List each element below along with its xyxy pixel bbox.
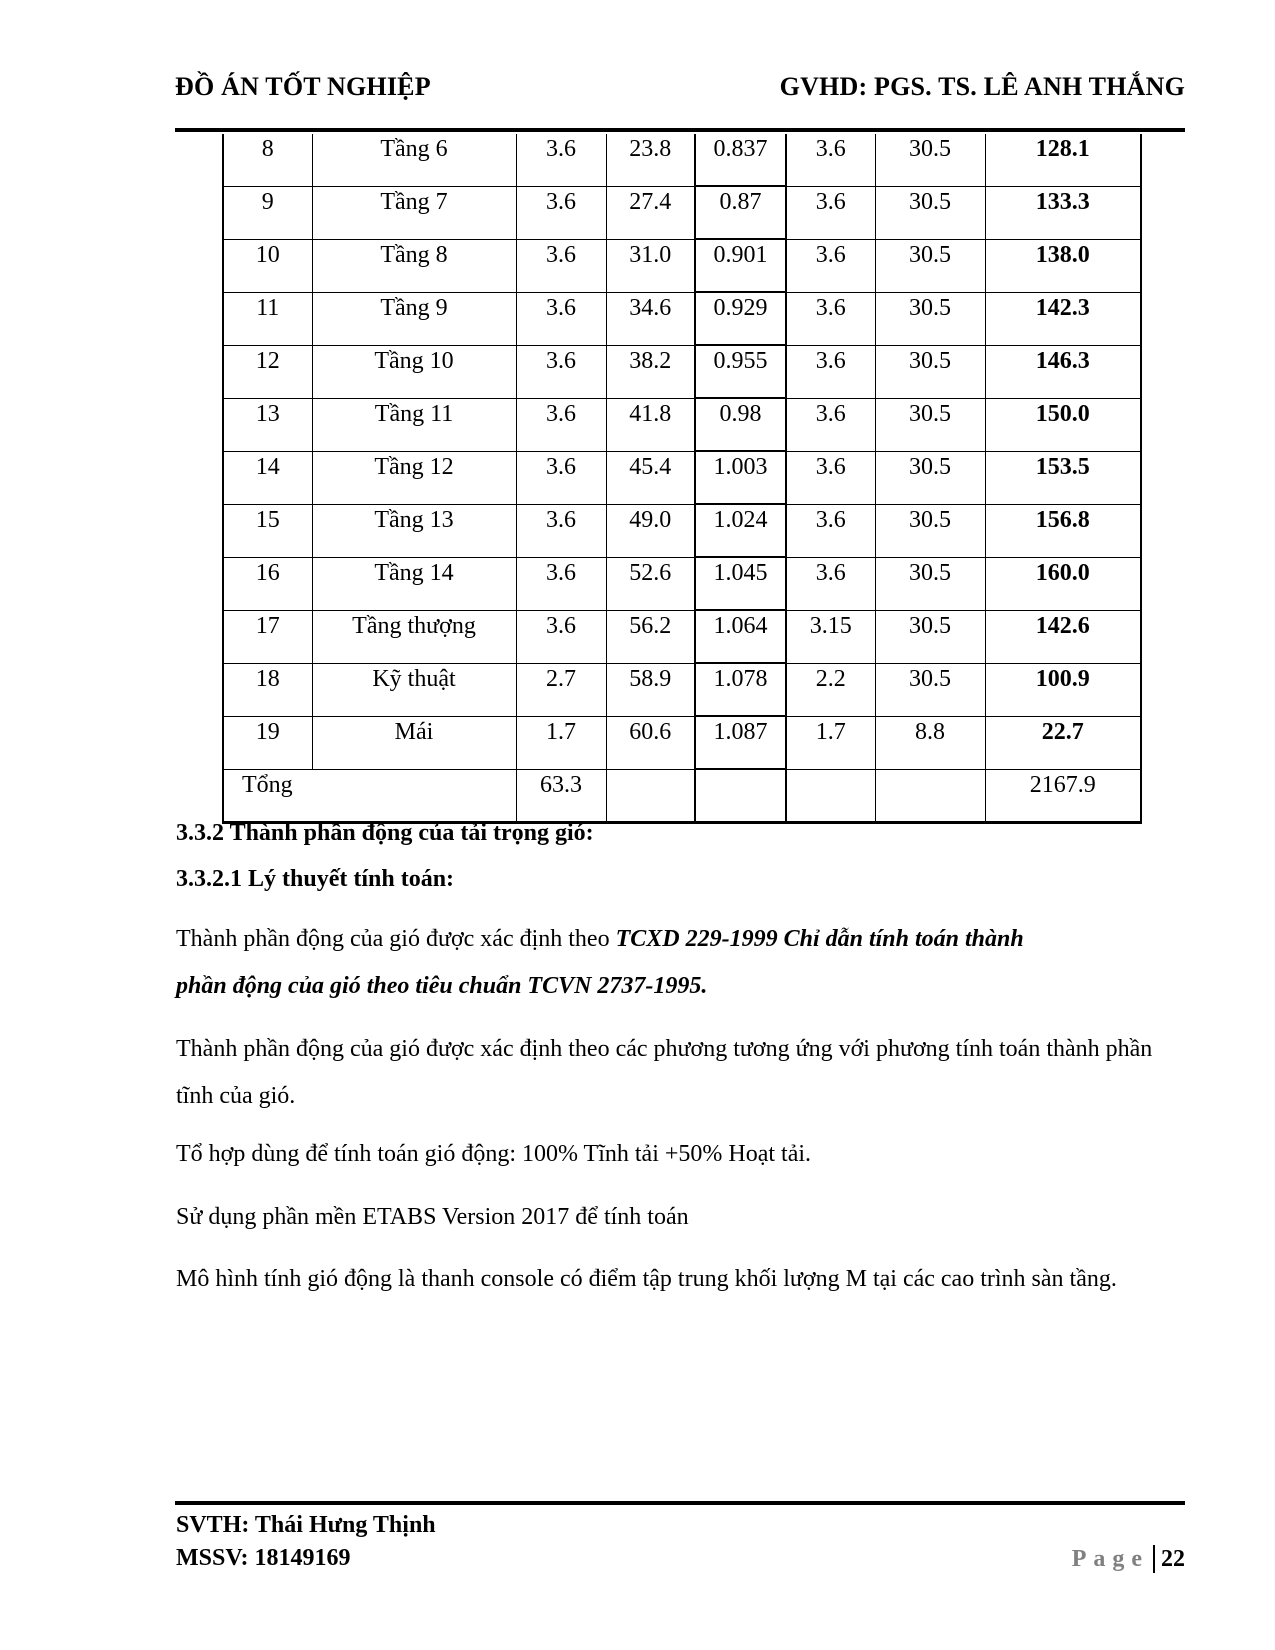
cell-k-coefficient: 0.98 [695,398,786,451]
wind-load-table [222,134,1142,824]
table-total-row [223,769,1141,823]
table-row [223,292,1141,345]
cell-wind-load: 133.3 [985,186,1141,239]
cell-k-coefficient: 0.837 [695,134,786,186]
cell-wind-load: 142.6 [985,610,1141,663]
cell-elevation: 38.2 [606,345,695,398]
cell-wind-load: 142.3 [985,292,1141,345]
page-number [1072,1545,1185,1573]
cell-tributary-height: 1.7 [786,716,875,769]
cell-elevation: 60.6 [606,716,695,769]
section-heading: 3.3.2 Thành phần động của tải trọng gió: [176,820,594,846]
page-label: Page [1071,1545,1149,1572]
table-row [223,610,1141,663]
cell-k-coefficient: 0.901 [695,239,786,292]
table-row [223,134,1141,186]
cell-tributary-height: 2.2 [786,663,875,716]
cell-height: 3.6 [516,504,606,557]
paragraph-model: Mô hình tính gió động là thanh console có điểm tập trung khối lượng M tại các cao trình sàn tầng. [176,1266,1117,1292]
table-row [223,345,1141,398]
cell-width: 30.5 [875,663,985,716]
cell-k-coefficient: 1.003 [695,451,786,504]
cell-tributary-height: 3.6 [786,345,875,398]
cell-index: 13 [223,398,312,451]
table-row [223,663,1141,716]
cell-wind-load: 138.0 [985,239,1141,292]
cell-width: 30.5 [875,239,985,292]
cell-floor: Kỹ thuật [312,663,516,716]
cell-tributary-height: 3.6 [786,239,875,292]
cell-height: 3.6 [516,239,606,292]
cell-tributary-height: 3.6 [786,451,875,504]
cell-width: 8.8 [875,716,985,769]
paragraph-standard [176,916,1186,1010]
cell-index: 17 [223,610,312,663]
table-row [223,186,1141,239]
cell-floor: Tầng thượng [312,610,516,663]
total-empty [875,769,985,823]
cell-elevation: 45.4 [606,451,695,504]
cell-floor: Tầng 13 [312,504,516,557]
cell-wind-load: 100.9 [985,663,1141,716]
cell-width: 30.5 [875,398,985,451]
cell-floor: Tầng 9 [312,292,516,345]
cell-height: 3.6 [516,610,606,663]
cell-index: 9 [223,186,312,239]
cell-height: 3.6 [516,134,606,186]
table-row [223,239,1141,292]
cell-tributary-height: 3.6 [786,292,875,345]
cell-wind-load: 153.5 [985,451,1141,504]
cell-wind-load: 22.7 [985,716,1141,769]
cell-k-coefficient: 1.045 [695,557,786,610]
cell-elevation: 27.4 [606,186,695,239]
header-divider [175,128,1185,132]
cell-tributary-height: 3.6 [786,134,875,186]
cell-index: 8 [223,134,312,186]
total-label: Tổng [223,769,516,823]
cell-elevation: 58.9 [606,663,695,716]
cell-wind-load: 128.1 [985,134,1141,186]
cell-k-coefficient: 0.929 [695,292,786,345]
cell-index: 18 [223,663,312,716]
cell-floor: Tầng 7 [312,186,516,239]
cell-elevation: 49.0 [606,504,695,557]
cell-wind-load: 156.8 [985,504,1141,557]
cell-width: 30.5 [875,557,985,610]
cell-elevation: 31.0 [606,239,695,292]
cell-wind-load: 150.0 [985,398,1141,451]
cell-k-coefficient: 1.064 [695,610,786,663]
cell-height: 3.6 [516,345,606,398]
cell-elevation: 23.8 [606,134,695,186]
cell-tributary-height: 3.6 [786,186,875,239]
cell-index: 19 [223,716,312,769]
page-number-value: 22 [1161,1545,1185,1572]
cell-k-coefficient: 0.87 [695,186,786,239]
cell-tributary-height: 3.6 [786,504,875,557]
cell-floor: Tầng 14 [312,557,516,610]
cell-height: 2.7 [516,663,606,716]
cell-height: 3.6 [516,557,606,610]
cell-elevation: 52.6 [606,557,695,610]
footer-student: SVTH: Thái Hưng Thịnh [176,1512,436,1538]
cell-k-coefficient: 1.087 [695,716,786,769]
cell-index: 14 [223,451,312,504]
cell-k-coefficient: 1.024 [695,504,786,557]
cell-floor: Tầng 12 [312,451,516,504]
cell-elevation: 34.6 [606,292,695,345]
table-row [223,451,1141,504]
cell-floor: Tầng 10 [312,345,516,398]
cell-wind-load: 160.0 [985,557,1141,610]
cell-width: 30.5 [875,292,985,345]
cell-width: 30.5 [875,610,985,663]
cell-height: 3.6 [516,186,606,239]
header-title: ĐỒ ÁN TỐT NGHIỆP [175,72,431,101]
cell-tributary-height: 3.15 [786,610,875,663]
cell-floor: Tầng 6 [312,134,516,186]
cell-height: 3.6 [516,398,606,451]
paragraph-standard-prefix: Thành phần động của gió được xác định theo [176,926,616,952]
cell-floor: Tầng 11 [312,398,516,451]
footer-divider [175,1501,1185,1505]
total-empty [695,769,786,823]
table-row [223,504,1141,557]
cell-wind-load: 146.3 [985,345,1141,398]
cell-k-coefficient: 0.955 [695,345,786,398]
cell-width: 30.5 [875,345,985,398]
cell-height: 3.6 [516,292,606,345]
footer-student-id: MSSV: 18149169 [176,1545,351,1571]
total-wind-load: 2167.9 [985,769,1141,823]
standard-reference-line2: phần động của gió theo tiêu chuẩn TCVN 2737-1995. [176,973,708,999]
cell-height: 1.7 [516,716,606,769]
standard-reference-line1: TCXD 229-1999 Chỉ dẫn tính toán thành [615,926,1024,952]
paragraph-direction: Thành phần động của gió được xác định theo các phương tương ứng với phương tính toán thành phần tĩnh của gió. [176,1036,1153,1109]
cell-width: 30.5 [875,451,985,504]
cell-tributary-height: 3.6 [786,398,875,451]
page-separator [1153,1545,1155,1573]
header-supervisor: GVHD: PGS. TS. LÊ ANH THẮNG [779,72,1185,101]
table-row [223,716,1141,769]
total-height: 63.3 [516,769,606,823]
cell-height: 3.6 [516,451,606,504]
cell-elevation: 41.8 [606,398,695,451]
paragraph-combination: Tổ hợp dùng để tính toán gió động: 100% Tĩnh tải +50% Hoạt tải. [176,1141,812,1167]
cell-index: 10 [223,239,312,292]
cell-index: 16 [223,557,312,610]
total-empty [786,769,875,823]
cell-index: 15 [223,504,312,557]
cell-k-coefficient: 1.078 [695,663,786,716]
table-row [223,398,1141,451]
cell-floor: Tầng 8 [312,239,516,292]
cell-width: 30.5 [875,134,985,186]
total-empty [606,769,695,823]
cell-width: 30.5 [875,504,985,557]
cell-index: 11 [223,292,312,345]
cell-index: 12 [223,345,312,398]
paragraph-software: Sử dụng phần mền ETABS Version 2017 để tính toán [176,1204,689,1230]
cell-tributary-height: 3.6 [786,557,875,610]
cell-elevation: 56.2 [606,610,695,663]
cell-width: 30.5 [875,186,985,239]
table-row [223,557,1141,610]
subsection-heading: 3.3.2.1 Lý thuyết tính toán: [176,866,455,892]
cell-floor: Mái [312,716,516,769]
